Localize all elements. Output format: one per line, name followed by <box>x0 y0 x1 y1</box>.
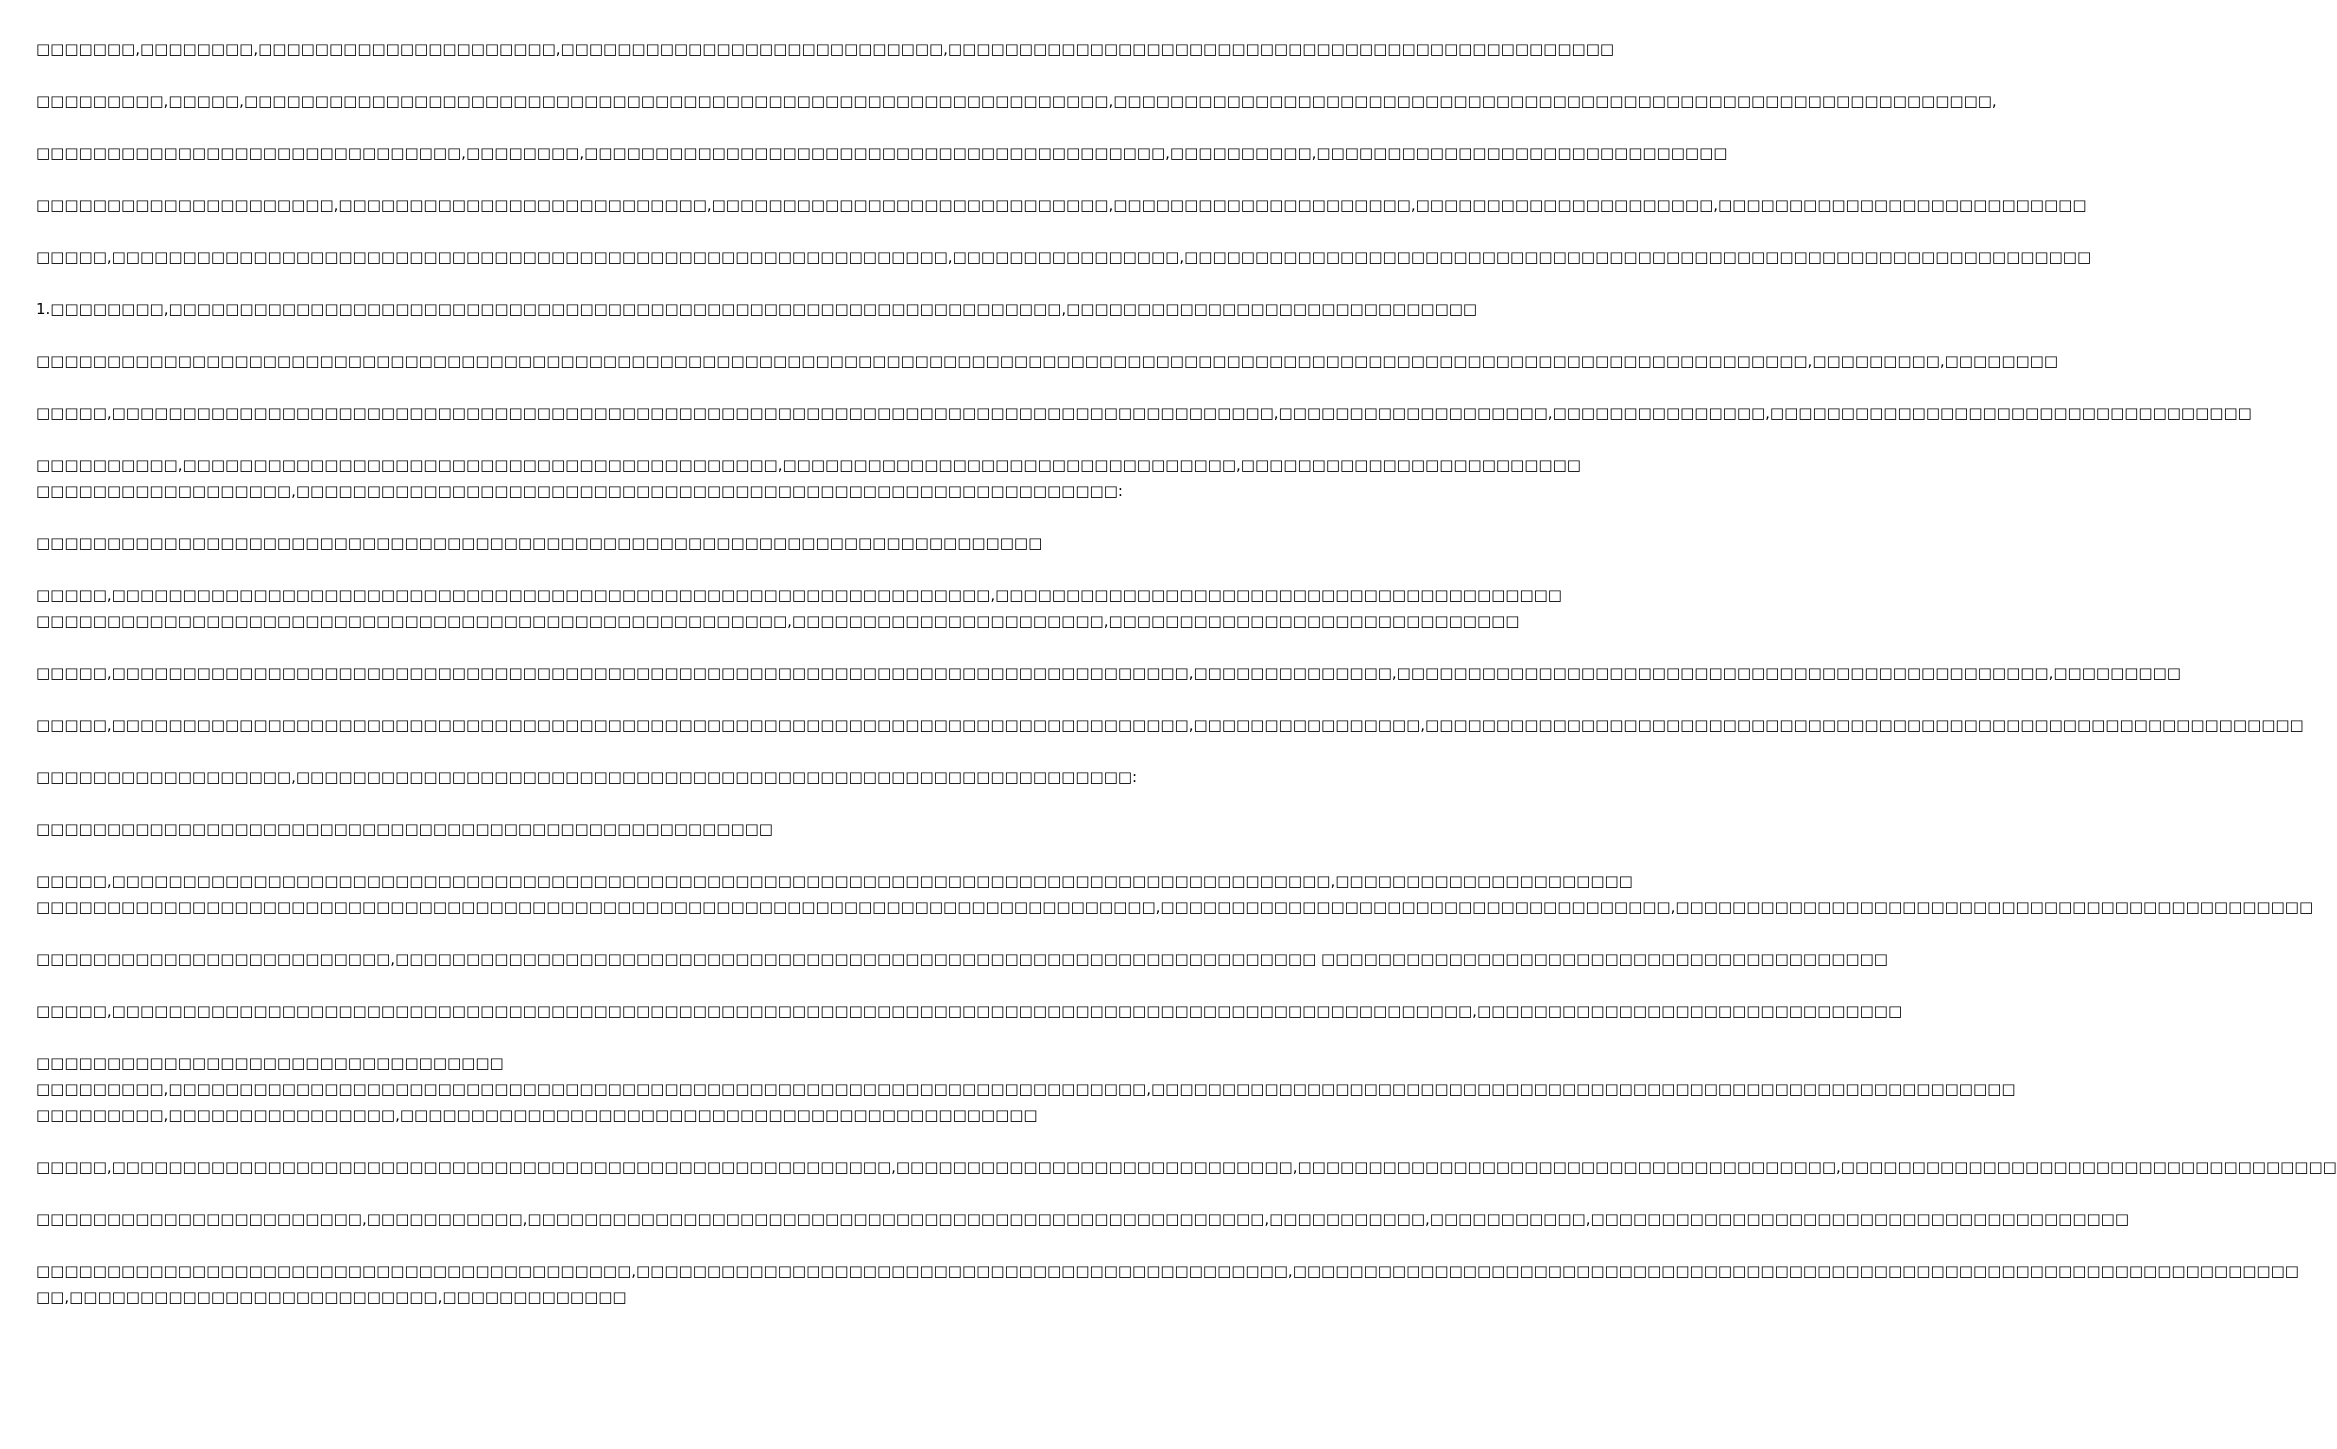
paragraph <box>36 1258 2299 1310</box>
paragraph <box>36 946 1888 972</box>
document-body <box>36 36 2337 1336</box>
paragraph-line: □□□□□□□□□□□□□□□□□□□□□□□□□□□□□□□□□□□□□□□□□□□□□□□□□□□□□□□□□□□□□□□□□□□□□□□□□□□□□□□,□□□□□□□□□□□□□□□□□□□□□□□□□□□□□□□□□□□□,□□□□□□□□□□□□□□□□□□□□□□□□□□□□□□□□□□□□□□□□□□□□□ <box>36 898 2314 916</box>
paragraph <box>36 36 1615 62</box>
paragraph-line: 1.□□□□□□□□,□□□□□□□□□□□□□□□□□□□□□□□□□□□□□□□□□□□□□□□□□□□□□□□□□□□□□□□□□□□□□□□,□□□□□□□□□□□□□□□□□□□□□□□□□□□□□ <box>36 300 1478 318</box>
paragraph-line: □□□□□□□□□□□□□□□□□□□□□□□□□□□□□□□□□□□□□□□□□□□□□□□□□□□□□□□□□□□□□□□□□□□□□□□ <box>36 534 1043 552</box>
paragraph-line: □□□□□□□□□□□□□□□□□□□□□□□□□,□□□□□□□□□□□□□□□□□□□□□□□□□□□□□□□□□□□□□□□□□□□□□□□□□□□□□□□□□□□□□□□□□ □□□□□□□□□□□□□□□□□□□□□□□□□□□□□□□□□□□□□□□□ <box>36 950 1888 968</box>
paragraph <box>36 348 2059 374</box>
paragraph-line: □□□□□,□□□□□□□□□□□□□□□□□□□□□□□□□□□□□□□□□□□□□□□□□□□□□□□□□□□□□□□□□□□□□□□□□□□□□□□□□□□□□□□□□□□□□□□□□□□□□□□□,□□□□□□□□□□□□□□□□□□□□□□□□□□□□□□ <box>36 1002 1903 1020</box>
paragraph-line: □□□□□□□□□,□□□□□□□□□□□□□□□□□□□□□□□□□□□□□□□□□□□□□□□□□□□□□□□□□□□□□□□□□□□□□□□□□□□□□,□□□□□□□□□□□□□□□□□□□□□□□□□□□□□□□□□□□□□□□□□□□□□□□□□□□□□□□□□□□□□ <box>36 1080 2016 1098</box>
paragraph-line: □□□□□,□□□□□□□□□□□□□□□□□□□□□□□□□□□□□□□□□□□□□□□□□□□□□□□□□□□□□□□□□□□□□□,□□□□□□□□□□□□□□□□□□□□□□□□□□□□□□□□□□□□□□□□ <box>36 586 1562 604</box>
paragraph <box>36 296 1478 322</box>
paragraph-line: □□□□□,□□□□□□□□□□□□□□□□□□□□□□□□□□□□□□□□□□□□□□□□□□□□□□□□□□□□□□□,□□□□□□□□□□□□□□□□□□□□□□□□□□□□,□□□□□□□□□□□□□□□□□□□□□□□□□□□□□□□□□□□□□□,□□□□□□□□□□□□□□□□□□□□□□□□□□□□□□□□□□□ <box>36 1158 2337 1176</box>
paragraph-line: □□□□□,□□□□□□□□□□□□□□□□□□□□□□□□□□□□□□□□□□□□□□□□□□□□□□□□□□□□□□□□□□□□□□□□□□□□□□□□□□□□□□□□□□□□□□,□□□□□□□□□□□□□□□□□□□□□ <box>36 872 1633 890</box>
paragraph-line: □□□□□□□□□□□□□□□□□□□□□□□□□□□□□□□□□□□□□□□□□□,□□□□□□□□□□□□□□□□□□□□□□□□□□□□□□□□□□□□□□□□□□□□□□,□□□□□□□□□□□□□□□□□□□□□□□□□□□□□□□□□□□□□□□□□□□□□□□□□□□□□□□□□□□□□□□□□□□□□□□ <box>36 1262 2299 1280</box>
paragraph-line: □□□□□□□□□□,□□□□□□□□□□□□□□□□□□□□□□□□□□□□□□□□□□□□□□□□□□,□□□□□□□□□□□□□□□□□□□□□□□□□□□□□□□□,□□□□□□□□□□□□□□□□□□□□□□□□ <box>36 456 1581 474</box>
paragraph-line: □□□□□□□□□□□□□□□□□□□□□□□□□□□□□□□□□□□□□□□□□□□□□□□□□□□□□□□□□□□□□□□□□□□□□□□□□□□□□□□□□□□□□□□□□□□□□□□□□□□□□□□□□□□□□□□□□□□□□□□□□□□□□,□□□□□□□□□,□□□□□□□□ <box>36 352 2059 370</box>
paragraph <box>36 712 2304 738</box>
paragraph-line: □□□□□□□□□□□□□□□□□□□□□□□□□□□□□□□□□□□□□□□□□□□□□□□□□□□□ <box>36 820 773 838</box>
paragraph <box>36 400 2252 426</box>
paragraph-line: □□□□□□□□□□□□□□□□□□□□□□□□□□□□□□□□□□□□□□□□□□□□□□□□□□□□□,□□□□□□□□□□□□□□□□□□□□□□,□□□□□□□□□□□□□□□□□□□□□□□□□□□□□ <box>36 612 1520 630</box>
paragraph-line: □□□□□□□□□□□□□□□□□□□□□□□,□□□□□□□□□□□,□□□□□□□□□□□□□□□□□□□□□□□□□□□□□□□□□□□□□□□□□□□□□□□□□□□□,□□□□□□□□□□□,□□□□□□□□□□□,□□□□□□□□□□□□□□□□□□□□□□□□□□□□□□□□□□□□□□ <box>36 1210 2130 1228</box>
paragraph <box>36 998 1903 1024</box>
paragraph-line: □□□□□,□□□□□□□□□□□□□□□□□□□□□□□□□□□□□□□□□□□□□□□□□□□□□□□□□□□□□□□□□□□,□□□□□□□□□□□□□□□□,□□□□□□□□□□□□□□□□□□□□□□□□□□□□□□□□□□□□□□□□□□□□□□□□□□□□□□□□□□□□□□□□ <box>36 248 2092 266</box>
paragraph <box>36 140 1728 166</box>
paragraph-line: □□□□□□□□□□□□□□□□□□□□□□□□□□□□□□□□□ <box>36 1054 504 1072</box>
paragraph-line: □□,□□□□□□□□□□□□□□□□□□□□□□□□□□,□□□□□□□□□□□□□ <box>36 1288 627 1306</box>
paragraph-line: □□□□□□□□□,□□□□□,□□□□□□□□□□□□□□□□□□□□□□□□□□□□□□□□□□□□□□□□□□□□□□□□□□□□□□□□□□□□□,□□□□□□□□□□□□□□□□□□□□□□□□□□□□□□□□□□□□□□□□□□□□□□□□□□□□□□□□□□□□□□, <box>36 92 1997 110</box>
paragraph <box>36 452 1581 504</box>
paragraph <box>36 764 1138 790</box>
paragraph-line: □□□□□□□,□□□□□□□□,□□□□□□□□□□□□□□□□□□□□□,□□□□□□□□□□□□□□□□□□□□□□□□□□□,□□□□□□□□□□□□□□□□□□□□□□□□□□□□□□□□□□□□□□□□□□□□□□□ <box>36 40 1615 58</box>
paragraph <box>36 1206 2130 1232</box>
paragraph-line: □□□□□,□□□□□□□□□□□□□□□□□□□□□□□□□□□□□□□□□□□□□□□□□□□□□□□□□□□□□□□□□□□□□□□□□□□□□□□□□□□□,□□□□□□□□□□□□□□,□□□□□□□□□□□□□□□□□□□□□□□□□□□□□□□□□□□□□□□□□□□□□□,□□□□□□□□□ <box>36 664 2181 682</box>
paragraph <box>36 582 1562 634</box>
paragraph-line: □□□□□□□□□□□□□□□□□□,□□□□□□□□□□□□□□□□□□□□□□□□□□□□□□□□□□□□□□□□□□□□□□□□□□□□□□□□□□□: <box>36 768 1138 786</box>
paragraph-line: □□□□□,□□□□□□□□□□□□□□□□□□□□□□□□□□□□□□□□□□□□□□□□□□□□□□□□□□□□□□□□□□□□□□□□□□□□□□□□□□□□□□□□□□,□□□□□□□□□□□□□□□□□□□,□□□□□□□□□□□□□□□,□□□□□□□□□□□□□□□□□□□□□□□□□□□□□□□□□□ <box>36 404 2252 422</box>
paragraph <box>36 530 1043 556</box>
paragraph <box>36 192 2087 218</box>
paragraph-line: □□□□□□□□□□□□□□□□□□□□□□□□□□□□□□,□□□□□□□□,□□□□□□□□□□□□□□□□□□□□□□□□□□□□□□□□□□□□□□□□□,□□□□□□□□□□,□□□□□□□□□□□□□□□□□□□□□□□□□□□□□ <box>36 144 1728 162</box>
paragraph-line: □□□□□□□□□□□□□□□□□□□□□,□□□□□□□□□□□□□□□□□□□□□□□□□□,□□□□□□□□□□□□□□□□□□□□□□□□□□□□,□□□□□□□□□□□□□□□□□□□□□,□□□□□□□□□□□□□□□□□□□□□,□□□□□□□□□□□□□□□□□□□□□□□□□□ <box>36 196 2087 214</box>
paragraph-line: □□□□□□□□□□□□□□□□□□,□□□□□□□□□□□□□□□□□□□□□□□□□□□□□□□□□□□□□□□□□□□□□□□□□□□□□□□□□□: <box>36 482 1123 500</box>
paragraph <box>36 1050 2016 1128</box>
paragraph <box>36 660 2181 686</box>
paragraph <box>36 244 2092 270</box>
paragraph-line: □□□□□,□□□□□□□□□□□□□□□□□□□□□□□□□□□□□□□□□□□□□□□□□□□□□□□□□□□□□□□□□□□□□□□□□□□□□□□□□□□□,□□□□□□□□□□□□□□□□,□□□□□□□□□□□□□□□□□□□□□□□□□□□□□□□□□□□□□□□□□□□□□□□□□□□□□□□□□□□□□□ <box>36 716 2304 734</box>
paragraph <box>36 816 988 842</box>
paragraph <box>36 1154 2337 1180</box>
paragraph <box>36 868 2314 920</box>
paragraph <box>36 88 1997 114</box>
paragraph-line: □□□□□□□□□,□□□□□□□□□□□□□□□□,□□□□□□□□□□□□□□□□□□□□□□□□□□□□□□□□□□□□□□□□□□□□□ <box>36 1106 1038 1124</box>
